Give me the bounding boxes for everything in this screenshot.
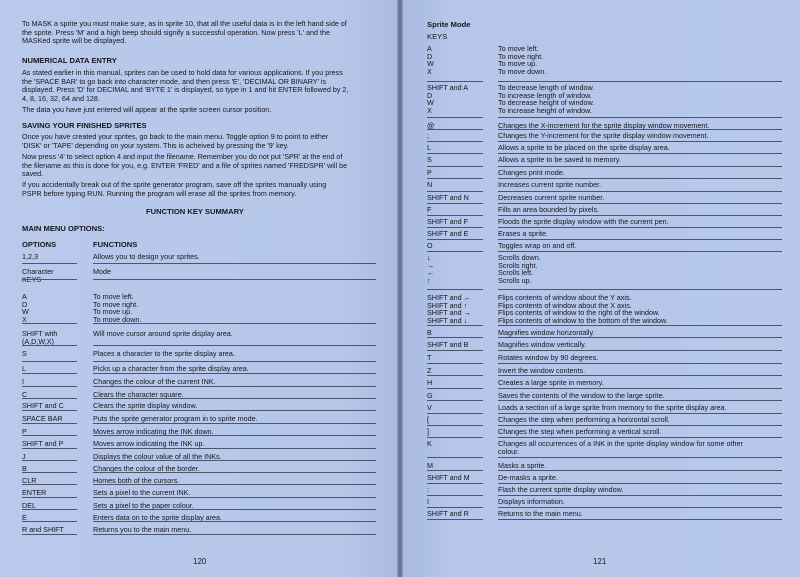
page-number: 120 <box>193 557 207 566</box>
sprite-key: ] <box>427 427 429 436</box>
sprite-key: SHIFT and F <box>427 217 469 226</box>
row-divider <box>427 350 483 351</box>
sprite-function: Allows a sprite to be saved to memory. <box>498 155 621 164</box>
option-key: R and SHIFT <box>22 525 64 534</box>
option-key: A D W X <box>22 292 29 324</box>
row-divider <box>498 437 782 438</box>
option-key: CLR <box>22 476 37 485</box>
sprite-function: Loads a section of a large sprite from memory to the sprite display area. <box>498 403 727 412</box>
book-gutter <box>397 0 403 577</box>
sprite-function: De-masks a sprite. <box>498 473 558 482</box>
sprite-key: A D W X <box>427 44 434 76</box>
row-divider <box>22 534 77 535</box>
row-divider <box>427 325 483 326</box>
numerical-heading: NUMERICAL DATA ENTRY <box>22 56 117 65</box>
row-divider <box>93 398 376 399</box>
intro-line: MASKed sprite will be displayed. <box>22 36 127 46</box>
option-key: Character KEYS <box>22 267 54 284</box>
sprite-key: G <box>427 391 433 400</box>
row-divider <box>427 203 483 204</box>
row-divider <box>427 239 483 240</box>
sprite-key: SHIFT and R <box>427 509 469 518</box>
row-divider <box>427 507 483 508</box>
sprite-key: P <box>427 168 432 177</box>
option-function: Changes the colour of the border. <box>93 464 200 473</box>
saving-paragraph-line: 'DISK' or 'TAPE' depending on your system. This is acheived by pressing the '9' key. <box>22 140 289 150</box>
row-divider <box>498 470 782 471</box>
sprite-function: Erases a sprite. <box>498 229 548 238</box>
row-divider <box>498 400 782 401</box>
sprite-key: F <box>427 205 432 214</box>
sprite-key: ; <box>427 131 429 140</box>
row-divider <box>22 460 77 461</box>
function-key-heading: FUNCTION KEY SUMMARY <box>146 207 244 216</box>
row-divider <box>498 507 782 508</box>
row-divider <box>427 425 483 426</box>
sprite-key: SHIFT and A D W X <box>427 83 469 115</box>
row-divider <box>427 388 483 389</box>
sprite-key: SHIFT and B <box>427 340 469 349</box>
row-divider <box>427 400 483 401</box>
row-divider <box>93 534 376 535</box>
page-number: 121 <box>593 557 607 566</box>
row-divider <box>22 279 77 280</box>
sprite-function: Fills an area bounded by pixels. <box>498 205 600 214</box>
sprite-function: Toggles wrap on and off. <box>498 241 577 250</box>
sprite-function: Scrolls down. Scrolls right. Scrolls left. Scrolls up. <box>498 253 541 285</box>
options-header: OPTIONS <box>22 240 57 249</box>
sprite-function: Changes the step when performing a horizontal scroll. <box>498 415 670 424</box>
row-divider <box>427 363 483 364</box>
row-divider <box>427 375 483 376</box>
sprite-key: : <box>427 485 429 494</box>
option-function: To move left. To move right. To move up. To move down. <box>93 292 142 324</box>
row-divider <box>93 460 376 461</box>
row-divider <box>22 410 77 411</box>
sprite-function: Changes print mode. <box>498 168 565 177</box>
row-divider <box>93 435 376 436</box>
option-key: L <box>22 364 26 373</box>
row-divider <box>427 483 483 484</box>
numerical-line: 4, 8, 16, 32, 64 and 128. <box>22 93 100 103</box>
row-divider <box>498 375 782 376</box>
row-divider <box>498 251 782 252</box>
row-divider <box>498 117 782 118</box>
row-divider <box>498 227 782 228</box>
option-key: SHIFT with (A,D,W,X) <box>22 329 58 346</box>
row-divider <box>22 435 77 436</box>
row-divider <box>498 457 782 458</box>
row-divider <box>93 373 376 374</box>
option-function: Moves arrow indicating the INK down. <box>93 427 214 436</box>
row-divider <box>93 423 376 424</box>
option-key: SHIFT and C <box>22 401 64 410</box>
row-divider <box>22 361 77 362</box>
sprite-function: Allows a sprite to be placed on the sprite display area. <box>498 143 670 152</box>
option-key: J <box>22 452 26 461</box>
sprite-function: Creates a large sprite in memory. <box>498 378 604 387</box>
sprite-function: Changes the step when performing a vertical scroll. <box>498 427 662 436</box>
option-function: Places a character to the sprite display area. <box>93 349 235 358</box>
option-key: S <box>22 349 27 358</box>
sprite-key: I <box>427 497 429 506</box>
option-key: P <box>22 427 27 436</box>
option-key: SPACE BAR <box>22 414 63 423</box>
option-key: ENTER <box>22 488 47 497</box>
row-divider <box>427 470 483 471</box>
row-divider <box>427 117 483 118</box>
row-divider <box>498 425 782 426</box>
row-divider <box>498 129 782 130</box>
intro-line: To MASK a sprite you must make sure, as in sprite 10, that all the useful data is in the left hand side of <box>22 19 347 28</box>
sprite-key: O <box>427 241 433 250</box>
sprite-function: Magnifies window horizontally. <box>498 328 595 337</box>
row-divider <box>427 129 483 130</box>
option-function: Homes both of the cursors. <box>93 476 180 485</box>
row-divider <box>22 323 77 324</box>
sprite-key: B <box>427 328 432 337</box>
numerical-line: As stated earlier in this manual, sprites can be used to hold data for various applications. If you press <box>22 68 343 77</box>
option-function: Moves arrow indicating the INK up. <box>93 439 205 448</box>
sprite-function: Magnifies window vertically. <box>498 340 587 349</box>
option-function: Puts the sprite generator program in to sprite mode. <box>93 414 258 423</box>
saving-heading: SAVING YOUR FINISHED SPRITES <box>22 121 147 130</box>
option-function: Will move cursor around sprite display area. <box>93 329 233 338</box>
row-divider <box>427 413 483 414</box>
option-key: C <box>22 390 28 399</box>
row-divider <box>93 386 376 387</box>
row-divider <box>93 509 376 510</box>
option-function: Sets a pixel to the current INK. <box>93 488 191 497</box>
option-function: Allows you to design your sprites. <box>93 252 200 261</box>
row-divider <box>427 519 483 520</box>
row-divider <box>498 178 782 179</box>
row-divider <box>22 448 77 449</box>
sprite-key: H <box>427 378 433 387</box>
row-divider <box>498 289 782 290</box>
sprite-function: Flash the current sprite display window. <box>498 485 624 494</box>
option-key: E <box>22 513 27 522</box>
row-divider <box>22 484 77 485</box>
sprite-key: SHIFT and E <box>427 229 469 238</box>
row-divider <box>498 191 782 192</box>
row-divider <box>498 495 782 496</box>
functions-header: FUNCTIONS <box>93 240 138 249</box>
sprite-function: Displays information. <box>498 497 565 506</box>
row-divider <box>427 153 483 154</box>
main-menu-heading: MAIN MENU OPTIONS: <box>22 224 105 233</box>
row-divider <box>22 373 77 374</box>
row-divider <box>22 263 77 264</box>
saving-paragraph-line: PSPR before typing RUN. Running the program will erase all the sprites from memory. <box>22 188 297 198</box>
sprite-key: M <box>427 461 433 470</box>
row-divider <box>93 345 376 346</box>
row-divider <box>427 178 483 179</box>
sprite-function: To decrease length of window. To increase length of window. To decrease height of window. To increase height of window. <box>498 83 595 115</box>
numerical-line: displayed. Press 'D' for DECIMAL and 'BYTE 1' is displayed, so type in 1 and hit ENTER followed by 2, <box>22 85 349 95</box>
row-divider <box>498 141 782 142</box>
row-divider <box>498 350 782 351</box>
row-divider <box>427 227 483 228</box>
row-divider <box>498 519 782 520</box>
sprite-function: Flips contents of window about the Y axis. Flips contents of window about the X axis. Flips contents of window to the right of the window. Flips contents of window to the bottom of the window. <box>498 293 668 325</box>
keys-subheading: KEYS <box>427 32 448 41</box>
numerical-note: The data you have just entered will appear at the sprite screen cursor position. <box>22 105 272 114</box>
row-divider <box>498 325 782 326</box>
row-divider <box>22 398 77 399</box>
intro-line: the sprite. Press 'M' and a high beep should signify a successful operation. Now press 'L' and the <box>22 27 330 37</box>
row-divider <box>427 166 483 167</box>
option-key: B <box>22 464 27 473</box>
sprite-key: L <box>427 143 431 152</box>
row-divider <box>498 203 782 204</box>
sprite-function: Saves the contents of the window to the large sprite. <box>498 391 665 400</box>
row-divider <box>498 81 782 82</box>
row-divider <box>93 448 376 449</box>
sprite-function: Increases current sprite number. <box>498 180 602 189</box>
option-function: Clears the sprite display window. <box>93 401 198 410</box>
option-key: I <box>22 377 24 386</box>
row-divider <box>427 289 483 290</box>
sprite-key: Z <box>427 366 432 375</box>
option-function: Mode <box>93 267 111 276</box>
sprite-function: Changes the Y-increment for the sprite display window movement. <box>498 131 709 140</box>
sprite-function: Changes all occurrences of a INK in the sprite display window for some other colour. <box>498 439 743 456</box>
saving-paragraph-line: Once you have created your sprites, go back to the main menu. Toggle option 9 to point to either <box>22 132 329 141</box>
row-divider <box>93 521 376 522</box>
sprite-function: Decreases current sprite number. <box>498 193 605 202</box>
option-function: Clears the character square. <box>93 390 184 399</box>
option-function: Enters data on to the sprite display area. <box>93 513 223 522</box>
sprite-key: N <box>427 180 433 189</box>
sprite-key: @ <box>427 121 435 130</box>
option-function: Displays the colour value of all the INKs. <box>93 452 222 461</box>
option-function: Sets a pixel to the paper colour. <box>93 501 194 510</box>
saving-paragraph-line: If you accidentally break out of the sprite generator program, save off the sprites manually using <box>22 180 327 189</box>
row-divider <box>22 345 77 346</box>
sprite-function: Rotates window by 90 degrees. <box>498 353 599 362</box>
row-divider <box>93 497 376 498</box>
row-divider <box>22 386 77 387</box>
sprite-key: V <box>427 403 432 412</box>
option-function: Returns you to the main menu. <box>93 525 192 534</box>
row-divider <box>93 263 376 264</box>
row-divider <box>498 363 782 364</box>
sprite-key: ↓ → ← ↑ <box>427 253 435 285</box>
row-divider <box>498 413 782 414</box>
sprite-mode-heading: Sprite Mode <box>427 20 471 29</box>
option-key: 1,2,3 <box>22 252 38 261</box>
row-divider <box>427 495 483 496</box>
row-divider <box>427 251 483 252</box>
row-divider <box>498 166 782 167</box>
sprite-function: Changes the X-increment for the sprite display window movement. <box>498 121 710 130</box>
row-divider <box>427 81 483 82</box>
sprite-function: To move left. To move right. To move up. To move down. <box>498 44 547 76</box>
row-divider <box>427 437 483 438</box>
row-divider <box>427 215 483 216</box>
left-page <box>0 0 399 577</box>
saving-paragraph-line: saved. <box>22 169 44 179</box>
row-divider <box>93 484 376 485</box>
right-page <box>401 0 800 577</box>
numerical-line: the 'SPACE BAR' to go back into character mode, and then press 'E', 'DECIMAL OR BINARY' is <box>22 76 327 86</box>
sprite-key: SHIFT and ← SHIFT and ↑ SHIFT and → SHIFT and ↓ <box>427 293 471 325</box>
row-divider <box>22 521 77 522</box>
row-divider <box>93 279 376 280</box>
row-divider <box>93 323 376 324</box>
sprite-key: SHIFT and N <box>427 193 469 202</box>
option-function: Changes the colour of the current INK. <box>93 377 216 386</box>
sprite-function: Invert the window contents. <box>498 366 586 375</box>
row-divider <box>498 388 782 389</box>
row-divider <box>93 410 376 411</box>
sprite-key: S <box>427 155 432 164</box>
row-divider <box>22 423 77 424</box>
row-divider <box>22 497 77 498</box>
option-function: Picks up a character from the sprite display area. <box>93 364 249 373</box>
row-divider <box>22 509 77 510</box>
row-divider <box>427 457 483 458</box>
saving-paragraph-line: Now press '4' to select option 4 and input the filename. Remember you do not put 'SPR' at the end of <box>22 152 343 161</box>
row-divider <box>22 472 77 473</box>
row-divider <box>498 337 782 338</box>
row-divider <box>498 153 782 154</box>
option-key: DEL <box>22 501 36 510</box>
sprite-function: Returns to the main menu. <box>498 509 583 518</box>
row-divider <box>498 483 782 484</box>
sprite-key: K <box>427 439 432 448</box>
saving-paragraph-line: the filename as this is done for you, e.g. ENTER 'FRED' and a file of sprites named 'FREDSPR' will be <box>22 160 348 170</box>
row-divider <box>427 141 483 142</box>
option-key: SHIFT and P <box>22 439 64 448</box>
row-divider <box>93 361 376 362</box>
row-divider <box>427 191 483 192</box>
sprite-key: T <box>427 353 432 362</box>
row-divider <box>498 215 782 216</box>
row-divider <box>427 337 483 338</box>
sprite-function: Floods the sprite display window with the current pen. <box>498 217 669 226</box>
sprite-function: Masks a sprite. <box>498 461 547 470</box>
row-divider <box>93 472 376 473</box>
row-divider <box>498 239 782 240</box>
sprite-key: SHIFT and M <box>427 473 470 482</box>
sprite-key: [ <box>427 415 429 424</box>
